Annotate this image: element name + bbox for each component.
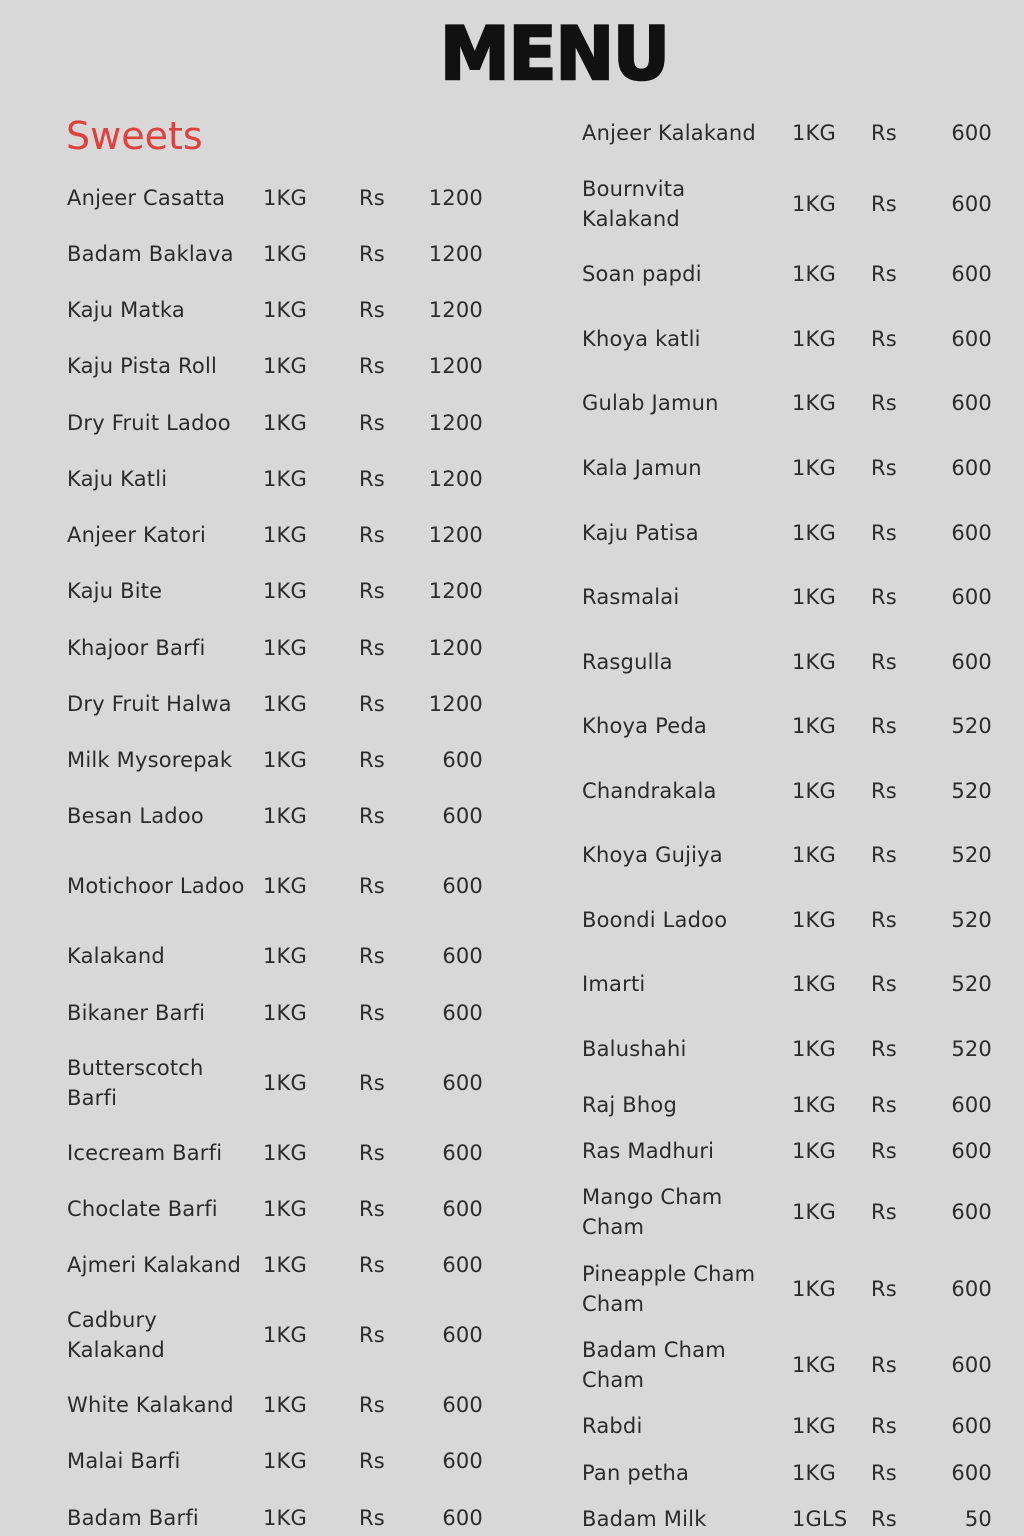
- menu-item-name: Badam Milk: [582, 1507, 707, 1531]
- menu-item-price: 600: [442, 1253, 483, 1277]
- menu-item-name: Raj Bhog: [582, 1093, 678, 1117]
- menu-item-price: 600: [442, 748, 483, 772]
- menu-item-unit: 1KG: [792, 192, 837, 216]
- menu-item-name: White Kalakand: [67, 1393, 234, 1417]
- menu-item-price: 600: [951, 585, 992, 609]
- menu-item-price: 520: [951, 779, 992, 803]
- menu-item-name: Kaju Katli: [67, 467, 168, 491]
- menu-item-price: 50: [964, 1507, 992, 1531]
- menu-item-name: Pineapple Cham Cham: [582, 1262, 756, 1316]
- menu-item-currency: Rs: [871, 1507, 897, 1531]
- menu-item-currency: Rs: [871, 327, 897, 351]
- menu-item-price: 600: [951, 1414, 992, 1438]
- menu-item-unit: 1KG: [263, 523, 308, 547]
- menu-item-name: Malai Barfi: [67, 1449, 181, 1473]
- menu-item-currency: Rs: [871, 1461, 897, 1485]
- menu-item-currency: Rs: [359, 411, 385, 435]
- menu-item-name: Anjeer Casatta: [67, 186, 226, 210]
- menu-item-name: Chandrakala: [582, 779, 717, 803]
- menu-item-unit: 1KG: [263, 298, 308, 322]
- menu-item-name: Ras Madhuri: [582, 1139, 715, 1163]
- menu-item-currency: Rs: [871, 1353, 897, 1377]
- menu-item-unit: 1KG: [792, 521, 837, 545]
- menu-item-price: 1200: [428, 579, 483, 603]
- menu-item-name: Kaju Bite: [67, 579, 163, 603]
- menu-item-name: Badam Baklava: [67, 242, 234, 266]
- menu-item-currency: Rs: [871, 192, 897, 216]
- menu-item-unit: 1KG: [263, 411, 308, 435]
- menu-item-unit: 1GLS: [792, 1507, 848, 1531]
- menu-item-price: 600: [951, 262, 992, 286]
- menu-item-unit: 1KG: [792, 650, 837, 674]
- menu-item-price: 520: [951, 714, 992, 738]
- menu-item-currency: Rs: [359, 1323, 385, 1347]
- menu-item-currency: Rs: [871, 843, 897, 867]
- menu-item-price: 1200: [428, 636, 483, 660]
- menu-item-currency: Rs: [359, 1449, 385, 1473]
- menu-item-currency: Rs: [359, 354, 385, 378]
- menu-item-name: Ajmeri Kalakand: [67, 1253, 241, 1277]
- menu-item-price: 600: [951, 1277, 992, 1301]
- menu-item-price: 600: [442, 1141, 483, 1165]
- menu-item-currency: Rs: [871, 585, 897, 609]
- menu-item-unit: 1KG: [792, 262, 837, 286]
- menu-item-unit: 1KG: [792, 1093, 837, 1117]
- menu-item-unit: 1KG: [263, 1141, 308, 1165]
- menu-item-unit: 1KG: [263, 1197, 308, 1221]
- menu-item-name: Kaju Pista Roll: [67, 354, 218, 378]
- menu-item-price: 600: [951, 650, 992, 674]
- menu-item-name: Boondi Ladoo: [582, 908, 728, 932]
- menu-item-name: Besan Ladoo: [67, 804, 204, 828]
- menu-item-name: Khajoor Barfi: [67, 636, 206, 660]
- menu-item-name: Kalakand: [67, 944, 165, 968]
- menu-item-name: Anjeer Kalakand: [582, 121, 756, 145]
- menu-item-unit: 1KG: [263, 1071, 308, 1095]
- menu-item-price: 600: [951, 192, 992, 216]
- menu-item-price: 1200: [428, 692, 483, 716]
- menu-item-unit: 1KG: [263, 804, 308, 828]
- menu-item-price: 1200: [428, 411, 483, 435]
- menu-item-name: Khoya katli: [582, 327, 701, 351]
- menu-item-price: 600: [442, 1449, 483, 1473]
- menu-item-name: Choclate Barfi: [67, 1197, 218, 1221]
- menu-item-price: 600: [951, 121, 992, 145]
- menu-item-name: Motichoor Ladoo: [67, 874, 245, 898]
- menu-item-name: Pan petha: [582, 1461, 690, 1485]
- menu-item-price: 600: [442, 1393, 483, 1417]
- menu-item-unit: 1KG: [792, 1200, 837, 1224]
- menu-item-currency: Rs: [871, 779, 897, 803]
- menu-item-unit: 1KG: [792, 327, 837, 351]
- menu-item-unit: 1KG: [792, 1139, 837, 1163]
- menu-item-currency: Rs: [359, 804, 385, 828]
- menu-item-currency: Rs: [871, 1414, 897, 1438]
- menu-item-price: 600: [442, 1071, 483, 1095]
- menu-item-unit: 1KG: [263, 874, 308, 898]
- menu-item-currency: Rs: [359, 874, 385, 898]
- menu-item-price: 600: [951, 1139, 992, 1163]
- menu-item-currency: Rs: [359, 1001, 385, 1025]
- menu-item-name: Kaju Matka: [67, 298, 185, 322]
- menu-item-currency: Rs: [359, 1197, 385, 1221]
- menu-item-name: Rasgulla: [582, 650, 673, 674]
- menu-item-price: 600: [951, 521, 992, 545]
- menu-item-name: Balushahi: [582, 1037, 687, 1061]
- menu-item-currency: Rs: [871, 391, 897, 415]
- menu-item-unit: 1KG: [792, 1414, 837, 1438]
- menu-item-name: Bournvita Kalakand: [582, 177, 686, 231]
- menu-item-price: 600: [442, 874, 483, 898]
- menu-item-price: 1200: [428, 467, 483, 491]
- menu-item-unit: 1KG: [263, 242, 308, 266]
- menu-item-unit: 1KG: [792, 1461, 837, 1485]
- menu-item-price: 1200: [428, 242, 483, 266]
- menu-item-unit: 1KG: [263, 1001, 308, 1025]
- menu-item-unit: 1KG: [792, 1277, 837, 1301]
- menu-item-name: Rabdi: [582, 1414, 643, 1438]
- menu-item-unit: 1KG: [792, 121, 837, 145]
- menu-item-name: Cadbury Kalakand: [67, 1308, 165, 1362]
- menu-item-name: Icecream Barfi: [67, 1141, 223, 1165]
- menu-item-unit: 1KG: [792, 1037, 837, 1061]
- menu-item-name: Badam Barfi: [67, 1506, 199, 1530]
- menu-item-currency: Rs: [359, 692, 385, 716]
- menu-item-unit: 1KG: [263, 944, 308, 968]
- menu-item-unit: 1KG: [263, 1506, 308, 1530]
- menu-item-currency: Rs: [359, 242, 385, 266]
- menu-item-name: Imarti: [582, 972, 646, 996]
- menu-item-price: 600: [951, 1353, 992, 1377]
- menu-item-unit: 1KG: [792, 585, 837, 609]
- menu-item-currency: Rs: [871, 456, 897, 480]
- menu-item-currency: Rs: [871, 908, 897, 932]
- menu-item-unit: 1KG: [792, 972, 837, 996]
- menu-item-currency: Rs: [359, 1506, 385, 1530]
- menu-item-currency: Rs: [359, 748, 385, 772]
- menu-item-price: 600: [951, 1461, 992, 1485]
- menu-item-currency: Rs: [871, 121, 897, 145]
- menu-item-currency: Rs: [871, 1037, 897, 1061]
- menu-item-name: Badam Cham Cham: [582, 1338, 726, 1392]
- menu-item-price: 520: [951, 972, 992, 996]
- menu-item-unit: 1KG: [263, 1253, 308, 1277]
- menu-item-price: 600: [951, 327, 992, 351]
- menu-item-price: 600: [951, 1200, 992, 1224]
- menu-item-currency: Rs: [871, 650, 897, 674]
- menu-item-price: 600: [442, 1506, 483, 1530]
- menu-item-unit: 1KG: [263, 1449, 308, 1473]
- menu-item-unit: 1KG: [792, 391, 837, 415]
- menu-item-price: 600: [442, 804, 483, 828]
- menu-item-price: 600: [951, 1093, 992, 1117]
- menu-item-currency: Rs: [359, 1393, 385, 1417]
- menu-item-unit: 1KG: [263, 1323, 308, 1347]
- menu-item-price: 520: [951, 1037, 992, 1061]
- menu-item-currency: Rs: [359, 579, 385, 603]
- menu-item-currency: Rs: [871, 1093, 897, 1117]
- menu-item-currency: Rs: [871, 262, 897, 286]
- menu-item-currency: Rs: [359, 467, 385, 491]
- menu-item-unit: 1KG: [263, 636, 308, 660]
- menu-item-price: 1200: [428, 354, 483, 378]
- menu-item-unit: 1KG: [263, 186, 308, 210]
- menu-item-currency: Rs: [871, 521, 897, 545]
- menu-item-unit: 1KG: [792, 908, 837, 932]
- menu-item-unit: 1KG: [263, 692, 308, 716]
- menu-item-name: Soan papdi: [582, 262, 702, 286]
- menu-item-name: Khoya Peda: [582, 714, 707, 738]
- menu-item-unit: 1KG: [263, 1393, 308, 1417]
- menu-item-name: Dry Fruit Halwa: [67, 692, 232, 716]
- menu-item-name: Milk Mysorepak: [67, 748, 233, 772]
- menu-item-unit: 1KG: [263, 354, 308, 378]
- menu-item-currency: Rs: [359, 1253, 385, 1277]
- menu-item-unit: 1KG: [792, 779, 837, 803]
- menu-item-unit: 1KG: [792, 714, 837, 738]
- menu-item-currency: Rs: [871, 714, 897, 738]
- menu-item-name: Dry Fruit Ladoo: [67, 411, 231, 435]
- menu-title: MENU: [440, 10, 669, 98]
- menu-item-unit: 1KG: [263, 748, 308, 772]
- menu-item-price: 1200: [428, 298, 483, 322]
- menu-item-price: 1200: [428, 523, 483, 547]
- menu-item-price: 600: [951, 391, 992, 415]
- menu-item-unit: 1KG: [792, 843, 837, 867]
- section-title-sweets: Sweets: [66, 114, 203, 158]
- menu-item-currency: Rs: [871, 1139, 897, 1163]
- menu-item-unit: 1KG: [263, 467, 308, 491]
- menu-item-unit: 1KG: [792, 456, 837, 480]
- menu-item-price: 520: [951, 843, 992, 867]
- menu-item-price: 1200: [428, 186, 483, 210]
- menu-item-name: Khoya Gujiya: [582, 843, 723, 867]
- menu-item-currency: Rs: [359, 944, 385, 968]
- menu-item-unit: 1KG: [792, 1353, 837, 1377]
- menu-item-price: 600: [442, 1197, 483, 1221]
- menu-item-currency: Rs: [871, 1277, 897, 1301]
- menu-item-price: 600: [951, 456, 992, 480]
- menu-item-price: 520: [951, 908, 992, 932]
- menu-item-name: Anjeer Katori: [67, 523, 207, 547]
- menu-item-name: Rasmalai: [582, 585, 680, 609]
- menu-item-currency: Rs: [359, 636, 385, 660]
- menu-item-price: 600: [442, 1323, 483, 1347]
- menu-item-name: Bikaner Barfi: [67, 1001, 206, 1025]
- menu-item-currency: Rs: [359, 523, 385, 547]
- menu-item-currency: Rs: [871, 972, 897, 996]
- menu-item-price: 600: [442, 1001, 483, 1025]
- menu-item-name: Kaju Patisa: [582, 521, 699, 545]
- menu-item-name: Butterscotch Barfi: [67, 1056, 204, 1110]
- menu-item-name: Mango Cham Cham: [582, 1185, 723, 1239]
- menu-item-price: 600: [442, 944, 483, 968]
- menu-item-name: Kala Jamun: [582, 456, 702, 480]
- menu-item-unit: 1KG: [263, 579, 308, 603]
- menu-item-currency: Rs: [359, 186, 385, 210]
- menu-item-currency: Rs: [359, 1141, 385, 1165]
- menu-item-currency: Rs: [871, 1200, 897, 1224]
- menu-item-name: Gulab Jamun: [582, 391, 719, 415]
- menu-item-currency: Rs: [359, 298, 385, 322]
- menu-item-currency: Rs: [359, 1071, 385, 1095]
